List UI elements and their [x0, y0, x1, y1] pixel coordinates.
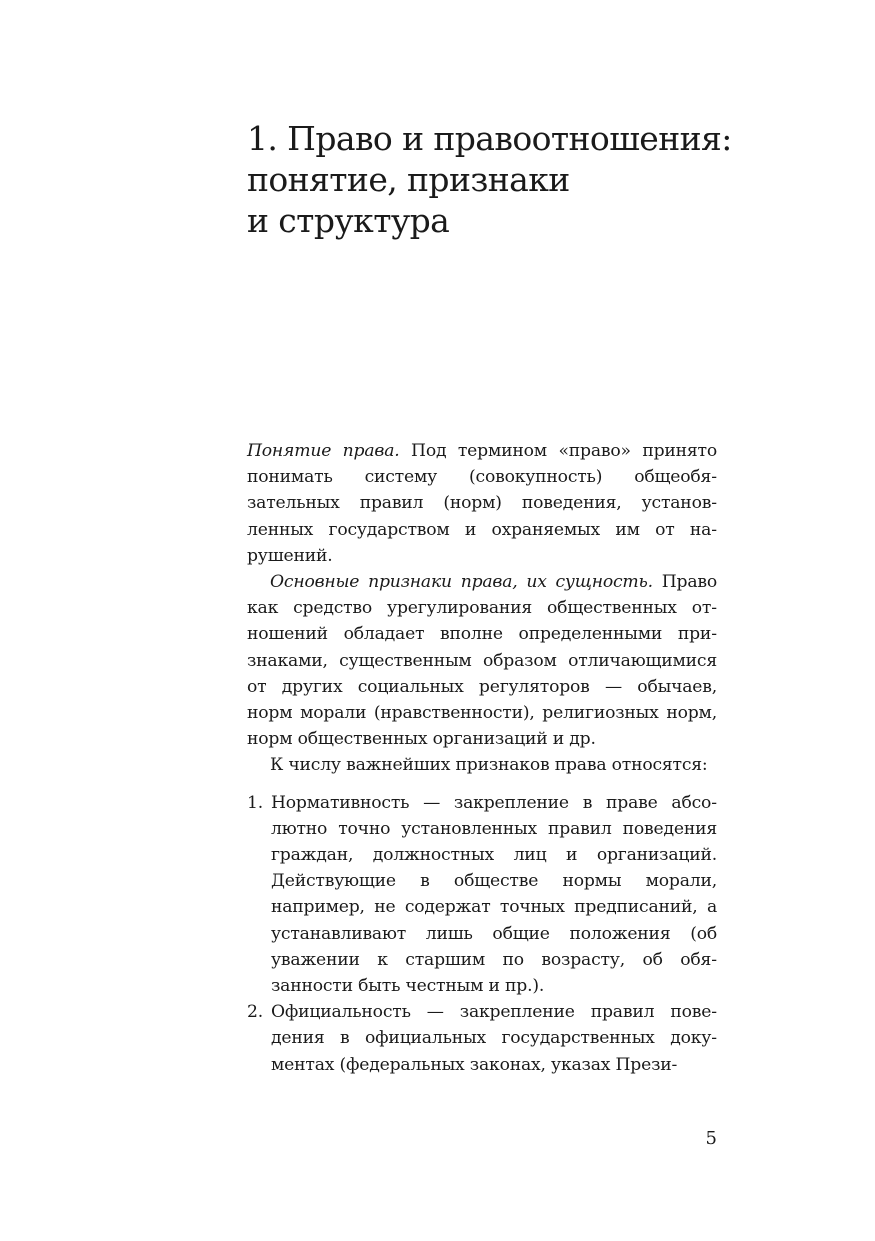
chapter-title-line-2: понятие, признаки: [247, 160, 570, 199]
paragraph-features: [247, 569, 717, 752]
criteria-list: [247, 790, 717, 1078]
chapter-title: [247, 118, 767, 241]
list-item-text: Нормативность — закрепление в праве абсолютно точно установленных правил поведения граждан, должностных лиц и организаций. Действующие в обществе нормы морали, например, не содержат точных предписаний, а устанавливают лишь общие положения (об уважении к старшим по возрасту, об обязанности быть честным и пр.).: [271, 792, 717, 997]
page-number: 5: [705, 1128, 717, 1149]
list-item-number: 1.: [247, 792, 263, 813]
body-text: [247, 438, 717, 1078]
chapter-title-line-3: и структура: [247, 201, 450, 240]
paragraph-definition-text: Под термином «право» принято понимать систему (совокупность) общеобязательных правил (норм) поведения, установленных государством и охраняемых им от нарушений.: [247, 441, 718, 566]
list-item: [247, 999, 717, 1078]
paragraph-definition-lead: Понятие права.: [247, 441, 400, 461]
paragraph-features-lead: Основные признаки права, их сущность.: [270, 572, 653, 593]
paragraph-definition: [247, 438, 717, 569]
paragraph-features-text: Право как средство урегулирования общественных отношений обладает вполне определенными признаками, существенным образом отличающимися от других социальных регуляторов — обычаев, норм морали (нравственности), религиозных норм, норм общественных организаций и др.: [247, 572, 718, 750]
chapter-title-line-1: 1. Право и правоотношения:: [247, 119, 732, 158]
list-item: [247, 790, 717, 1000]
paragraph-list-intro: К числу важнейших признаков права относятся:: [270, 755, 708, 776]
list-item-number: 2.: [247, 1002, 263, 1023]
list-item-text: Официальность — закрепление правил поведения в официальных государственных документах (федеральных законах, указах Прези-: [271, 1002, 717, 1075]
